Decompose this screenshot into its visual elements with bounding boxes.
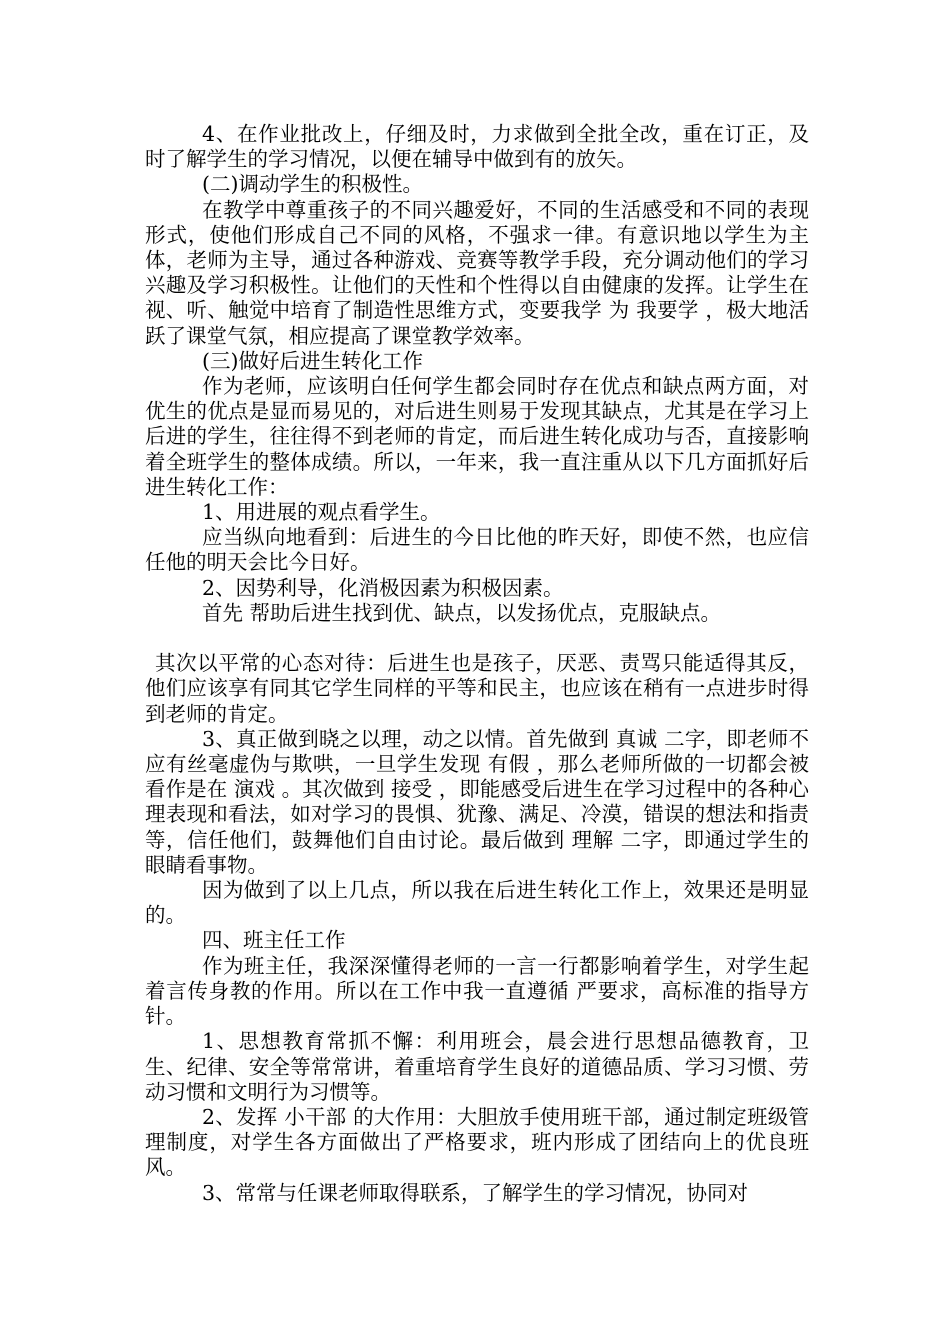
paragraph: 应当纵向地看到：后进生的今日比他的昨天好，即使不然，也应信任他的明天会比今日好。 [145, 525, 809, 575]
blank-line [145, 626, 809, 651]
list-item-heading: 1、用进展的观点看学生。 [202, 500, 441, 525]
paragraph: 2、发挥 小干部 的大作用：大胆放手使用班干部，通过制定班级管理制度，对学生各方面做出了严格要求，班内形成了团结向上的优良班风。 [145, 1104, 809, 1180]
paragraph: 首先 帮助后进生找到优、缺点，以发扬优点，克服缺点。 [202, 600, 722, 625]
section-heading: 四、班主任工作 [202, 928, 346, 953]
paragraph: 作为班主任，我深深懂得老师的一言一行都影响着学生，对学生起着言传身教的作用。所以在工作中我一直遵循 严要求，高标准的指导方针。 [145, 953, 809, 1029]
paragraph: 其次以平常的心态对待：后进生也是孩子，厌恶、责骂只能适得其反，他们应该享有同其它学生同样的平等和民主，也应该在稍有一点进步时得到老师的肯定。 [145, 651, 809, 726]
section-heading: (三)做好后进生转化工作 [202, 348, 423, 373]
paragraph: 作为老师，应该明白任何学生都会同时存在优点和缺点两方面，对优生的优点是显而易见的，对后进生则易于发现其缺点，尤其是在学习上后进的学生，往往得不到老师的肯定，而后进生转化成功与否，直接影响着全班学生的整体成绩。所以，一年来，我一直注重从以下几方面抓好后进生转化工作： [145, 374, 809, 499]
list-item-heading: 2、因势利导，化消极因素为积极因素。 [202, 575, 564, 600]
paragraph: 1、思想教育常抓不懈：利用班会，晨会进行思想品德教育，卫生、纪律、安全等常常讲，着重培育学生良好的道德品质、学习习惯、劳动习惯和文明行为习惯等。 [145, 1029, 809, 1104]
paragraph: 因为做到了以上几点，所以我在后进生转化工作上，效果还是明显的。 [145, 878, 809, 928]
document-body [145, 122, 809, 1206]
paragraph: 3、真正做到晓之以理，动之以情。首先做到 真诚 二字，即老师不应有丝毫虚伪与欺哄，一旦学生发现 有假 ，那么老师所做的一切都会被看作是在 演戏 。其次做到 接受 ，即能感受后进生在学习过程中的各种心理表现和看法，如对学习的畏惧、犹豫、满足、冷漠，错误的想法和指责等，信任他们，鼓舞他们自由讨论。最后做到 理解 二字，即通过学生的眼睛看事物。 [145, 726, 809, 877]
section-heading: (二)调动学生的积极性。 [202, 172, 423, 197]
paragraph: 3、常常与任课老师取得联系，了解学生的学习情况，协同对 [202, 1180, 749, 1205]
paragraph: 4、在作业批改上，仔细及时，力求做到全批全改，重在订正，及时了解学生的学习情况，以便在辅导中做到有的放矢。 [145, 122, 809, 172]
paragraph: 在教学中尊重孩子的不同兴趣爱好，不同的生活感受和不同的表现形式，使他们形成自己不同的风格，不强求一律。有意识地以学生为主体，老师为主导，通过各种游戏、竞赛等教学手段，充分调动他们的学习兴趣及学习积极性。让他们的天性和个性得以自由健康的发挥。让学生在视、听、触觉中培育了制造性思维方式，变要我学 为 我要学 ，极大地活跃了课堂气氛，相应提高了课堂教学效率。 [145, 197, 809, 348]
